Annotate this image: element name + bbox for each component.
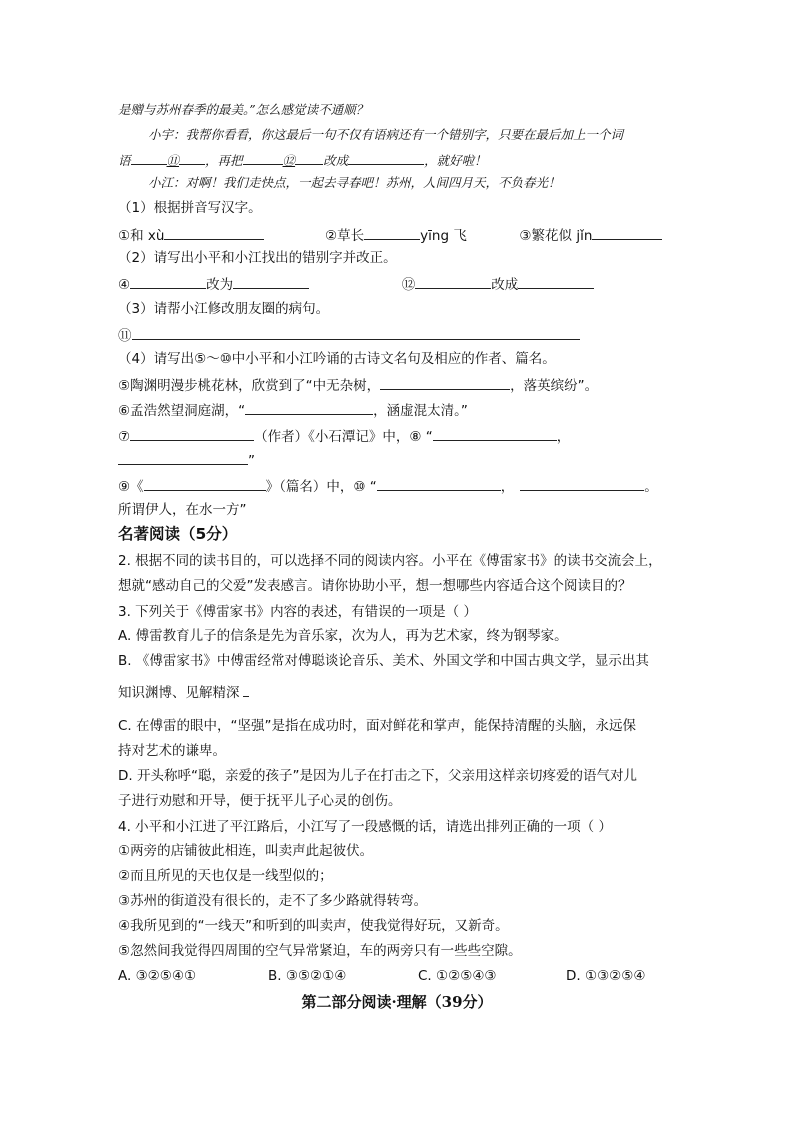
mz-q3-option-d2: 子进行劝慰和开导，便于抚平儿子心灵的创伤。: [118, 793, 402, 809]
q4-line8: [118, 450, 255, 470]
blank[interactable]: [348, 150, 424, 165]
q4-blank-10a[interactable]: [377, 476, 501, 491]
mz-q3-option-b2: [118, 684, 249, 702]
part2-title: 第二部分阅读·理解（39分）: [301, 993, 493, 1011]
q1-b-label: ②草长: [325, 228, 365, 244]
q4-blank-5[interactable]: [380, 375, 510, 390]
xiaojiang-line: 小江：对啊！我们走快点，一起去寻春吧！苏州，人间四月天，不负春光！: [148, 175, 561, 190]
q4-line5: [118, 375, 598, 395]
choice-d[interactable]: D. ①③②⑤④: [566, 968, 646, 984]
blank[interactable]: [131, 150, 167, 165]
q1-b-blank[interactable]: [364, 225, 420, 240]
xiaoyu-fill-line: [118, 150, 487, 170]
text: ⑦: [118, 429, 131, 445]
mz-q3-option-b1: B. 《傅雷家书》中傅雷经常对傅聪谈论音乐、美术、外国文学和中国古典文学，显示出其: [118, 653, 649, 669]
xiaoyu-line: 小宇：我帮你看看，你这最后一句不仅有语病还有一个错别字，只要在最后加上一个词: [148, 127, 624, 142]
text: 》（篇名）中，⑩ “: [265, 479, 377, 495]
mz-q4-sentence-3: ③苏州的街道没有很长的，走不了多少路就得转弯。: [118, 893, 428, 909]
text: 知识渊博、见解精深: [118, 685, 240, 701]
text: ⑨《: [118, 479, 144, 495]
q2-a-label: ④: [118, 277, 131, 293]
q2-title: （2）请写出小平和小江找出的错别字并改正。: [118, 250, 397, 266]
q3-title: （3）请帮小江修改朋友圈的病句。: [118, 301, 330, 317]
q4-blank-9[interactable]: [144, 476, 266, 491]
q1-title: （1）根据拼音写汉字。: [118, 200, 262, 216]
mz-q2-line2: 想就“感动自己的父爱”发表感言。请你协助小平，想一想哪些内容适合这个阅读目的？: [118, 578, 632, 594]
blank[interactable]: [243, 150, 283, 165]
text: 语: [118, 153, 131, 168]
q4-blank-8b[interactable]: [118, 450, 248, 465]
q1-b-suffix: yīng 飞: [420, 228, 467, 244]
q4-blank-6[interactable]: [245, 400, 373, 415]
text: 改成: [323, 153, 349, 168]
mz-q4-sentence-5: ⑤忽然间我觉得四周围的空气异常紧迫，车的两旁只有一些些空隙。: [118, 943, 522, 959]
choice-c[interactable]: C. ①②⑤④③: [418, 968, 497, 984]
q1-a-label: ①和 xù: [118, 228, 165, 244]
q2-b-mid: 改成: [491, 277, 519, 293]
q3-label: ⑪: [118, 328, 132, 344]
q4-blank-10b[interactable]: [520, 476, 644, 491]
mz-q3-option-a: A. 傅雷教育儿子的信条是先为音乐家，次为人，再为艺术家，终为钢琴家。: [118, 628, 568, 644]
text: ，: [556, 429, 571, 445]
q2-a-fix-blank[interactable]: [233, 274, 309, 289]
q2-b-label: ⑫: [401, 277, 416, 293]
q2-a-blank[interactable]: [130, 274, 206, 289]
q4-title: （4）请写出⑤～⑩中小平和小江吟诵的古诗文名句及相应的作者、篇名。: [118, 351, 556, 367]
text: ，就好啦！: [424, 153, 487, 168]
text: ，涵虚混太清。”: [373, 403, 468, 419]
q4-line6: [118, 400, 468, 420]
text: （作者）《小石潭记》中，⑧ “: [254, 429, 433, 445]
mz-q4-sentence-2: ②而且所见的天也仅是一线型似的；: [118, 868, 333, 884]
text: ⑥孟浩然望洞庭湖，“: [118, 403, 246, 419]
blank[interactable]: [295, 150, 323, 165]
text: ⑤陶渊明漫步桃花林，欣赏到了“中无杂树，: [118, 378, 381, 394]
q2-b-blank[interactable]: [415, 274, 491, 289]
text: ，: [500, 479, 515, 495]
mz-q4: 4. 小平和小江进了平江路后，小江写了一段感慨的话，请选出排列正确的一项（ ）: [118, 819, 612, 835]
mz-q3-option-d1: D. 开头称呼“聪，亲爱的孩子”是因为儿子在打击之下，父亲用这样亲切疼爱的语气对儿: [118, 768, 637, 784]
q1-c-blank[interactable]: [592, 225, 662, 240]
q4-blank-7[interactable]: [130, 426, 254, 441]
q1-answers: [118, 225, 662, 245]
q3-blank[interactable]: [132, 325, 580, 340]
blank[interactable]: [179, 150, 205, 165]
q3-answer: [118, 325, 580, 345]
choice-b[interactable]: B. ③⑤②①④: [268, 968, 347, 984]
mz-q3: 3. 下列关于《傅雷家书》内容的表述，有错误的一项是（ ）: [118, 604, 477, 620]
q1-c-label: ③繁花似 jǐn: [519, 228, 593, 244]
mz-q4-sentence-1: ①两旁的店铺彼此相连，叫卖声此起彼伏。: [118, 843, 374, 859]
mz-q4-choices: [118, 967, 646, 985]
mz-q3-option-c2: 持对艺术的谦卑。: [118, 743, 226, 759]
dialogue-line: 是赠与苏州春季的最美。”怎么感觉读不通顺？: [118, 102, 369, 117]
q4-line10: 所谓伊人，在水一方”: [118, 502, 247, 518]
q4-blank-8[interactable]: [433, 426, 557, 441]
blank-marker: ⑪: [166, 153, 180, 168]
text: 。: [644, 479, 658, 495]
q1-a-blank[interactable]: [164, 225, 264, 240]
blank-marker: ⑫: [282, 153, 296, 168]
mz-q4-sentence-4: ④我所见到的“一线天”和听到的叫卖声，使我觉得好玩，又新奇。: [118, 918, 509, 934]
text: ，再把: [205, 153, 243, 168]
q2-b-fix-blank[interactable]: [518, 274, 594, 289]
text: ，落英缤纷”。: [510, 378, 599, 394]
mz-q2-line1: 2. 根据不同的读书目的，可以选择不同的阅读内容。小平在《傅雷家书》的读书交流会上，: [118, 553, 662, 569]
q2-a-mid: 改为: [206, 277, 234, 293]
text: ”: [248, 453, 255, 469]
q4-line7: [118, 426, 570, 446]
q4-line9: [118, 476, 658, 496]
section-heading-mingzhu: 名著阅读（5分）: [118, 525, 238, 543]
q2-answers: [118, 274, 594, 294]
mz-q3-option-c1: C. 在傅雷的眼中，“坚强”是指在成功时，面对鲜花和掌声，能保持清醒的头脑，永远保: [118, 718, 636, 734]
choice-a[interactable]: A. ③②⑤④①: [118, 968, 197, 984]
